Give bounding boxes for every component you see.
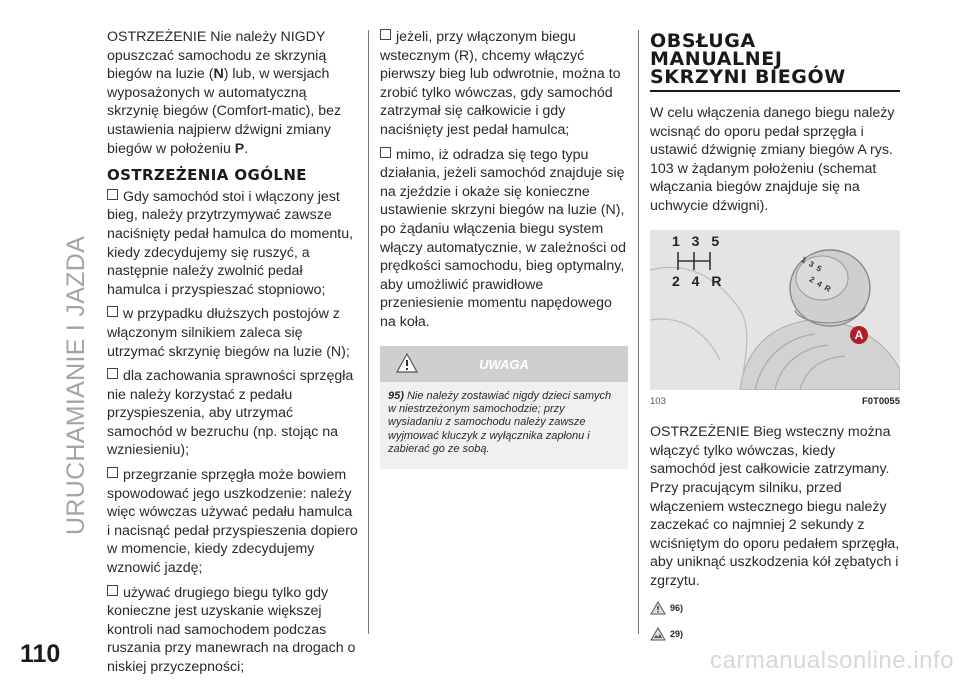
- note-reference: [650, 599, 900, 618]
- checkbox-square-icon: [107, 467, 118, 478]
- page-number: 110: [20, 640, 61, 668]
- bullet-item: [107, 466, 359, 578]
- footer-watermark-url[interactable]: carmanualsonline.info: [710, 647, 954, 674]
- bullet-item: [107, 188, 359, 300]
- gear-pattern-bottom-label: 2 4 R: [672, 272, 726, 289]
- gear-engagement-paragraph: W celu włączenia danego biegu należy wcisnąć do oporu pedał sprzęgła i ustawić dźwignię zmiany biegów A rys. 103 w żądanym położeniu (schemat włączania biegów znajduje się na uchwycie dźwigni).: [650, 105, 895, 214]
- section-heading-general-warnings: OSTRZEŻENIA OGÓLNE: [107, 166, 307, 185]
- reverse-gear-warning-paragraph: OSTRZEŻENIE Bieg wsteczny można włączyć tylko wówczas, kiedy samochód jest całkowicie zatrzymany. Przy pracującym silniku, przed włączeniem wstecznego biegu należy zaczekać co najmniej 2 sekundy z wciśniętym do oporu pedałem sprzęgła, aby uniknąć uszkodzenia kół zębatych i zgrzytu.: [650, 424, 900, 589]
- checkbox-square-icon: [107, 306, 118, 317]
- warning-box: [380, 346, 628, 469]
- figure-code: F0T0055: [861, 395, 900, 407]
- column-1: [107, 28, 359, 683]
- bullet-item: [107, 367, 359, 460]
- knob-pattern-top-label: 1 3 5: [799, 254, 824, 274]
- heading-line: OBSŁUGA: [650, 30, 756, 52]
- bullet-text: w przypadku dłuższych postojów z włączonym silnikiem zaleca się utrzymać skrzynię biegów na luzie (N);: [107, 306, 350, 360]
- bullet-item: [380, 28, 628, 140]
- bullet-text: przegrzanie sprzęgła może bowiem spowodować jego uszkodzenie: należy więc wówczas używać pedału hamulca i nacisnąć pedał przyspieszenia dopiero w momencie, kiedy zdecydujemy wznowić jazdę;: [107, 467, 358, 577]
- bullet-text: jeżeli, przy włączonym biegu wstecznym (R), chcemy włączyć pierwszy bieg lub odwrotnie, można to zrobić tylko wówczas, gdy samochód zatrzymał się całkowicie i gdy naciśnięty jest pedał hamulca;: [380, 29, 621, 138]
- figure-number: 103: [650, 395, 666, 407]
- figure-caption: [650, 393, 900, 412]
- warning-title: UWAGA: [479, 356, 529, 372]
- warning-triangle-icon: [650, 601, 666, 615]
- gear-n-label: N: [213, 66, 224, 83]
- neutral-warning-paragraph: [107, 28, 359, 158]
- column-divider: [368, 30, 369, 634]
- gear-lever-illustration: [650, 230, 900, 390]
- section-heading-manual-gearbox: [650, 32, 900, 92]
- warning-body: [380, 382, 628, 469]
- column-divider: [638, 30, 639, 634]
- bullet-item: [107, 584, 359, 677]
- bullet-text: Gdy samochód stoi i włączony jest bieg, należy przytrzymywać zawsze naciśnięty pedał hamulca do momentu, kiedy zdecydujemy się ruszyć, a następnie należy zwolnić pedał hamulca i przyspieszać stopniowo;: [107, 188, 354, 298]
- checkbox-square-icon: [107, 368, 118, 379]
- column-3: [650, 28, 900, 652]
- heading-line: MANUALNEJ: [650, 48, 783, 70]
- bullet-text: mimo, iż odradza się tego typu działania, jeżeli samochód znajduje się na zjeździe i okaże się konieczne ustawienie skrzyni biegów na luzie (N), po żądaniu włączenia biegu system włączy automatycznie, w zależności od prędkości samochodu, bieg optymalny, aby umożliwić prawidłowe przeniesienie momentu napędowego na koła.: [380, 146, 627, 330]
- gear-p-label: P: [234, 140, 245, 157]
- gear-pattern-top-label: 1 3 5: [672, 232, 724, 249]
- heading-line: SKRZYNI BIEGÓW: [650, 66, 846, 88]
- column-2: [380, 28, 628, 469]
- warning-number: 95): [388, 389, 404, 402]
- callout-marker-a: A: [850, 326, 868, 344]
- gearshift-figure: [650, 230, 900, 390]
- checkbox-square-icon: [380, 29, 391, 40]
- notes-references: [650, 599, 900, 644]
- warning-text: Nie należy zostawiać nigdy dzieci samych w niestrzeżonym samochodzie; przy wysiadaniu z samochodu należy zawsze wyjmować kluczyk z wyłącznika zapłonu i zabierać go ze sobą.: [388, 389, 612, 456]
- note-number: 96): [670, 602, 684, 613]
- bullet-text: dla zachowania sprawności sprzęgła nie należy korzystać z pedału przyspieszenia, aby utrzymać samochód w bezruchu (np. stojąc na wzniesieniu);: [107, 368, 354, 459]
- note-number: 29): [670, 629, 684, 640]
- text: ) lub, w wersjach wyposażonych w automatyczną skrzynię biegów (Comfort-matic), bez ustawienia najpierw dźwigni zmiany biegów w położeniu: [107, 66, 342, 157]
- chapter-side-title: URUCHAMIANIE I JAZDA: [62, 235, 90, 535]
- bullet-text: używać drugiego biegu tylko gdy konieczne jest uzyskanie większej kontroli nad samochodem podczas ruszania przy manewrach na drogach o niskiej przyczepności;: [107, 584, 356, 675]
- bullet-item: [380, 146, 628, 332]
- text: OSTRZEŻENIE Nie należy NIGDY opuszczać samochodu ze skrzynią biegów na luzie (: [107, 29, 327, 83]
- text: .: [244, 140, 249, 157]
- bullet-item: [107, 305, 359, 361]
- checkbox-square-icon: [380, 147, 391, 158]
- checkbox-square-icon: [107, 585, 118, 596]
- checkbox-square-icon: [107, 189, 118, 200]
- note-reference: [650, 625, 900, 644]
- warning-header: [380, 346, 628, 382]
- knob-pattern-bottom-label: 2 4 R: [807, 274, 834, 295]
- damage-caution-icon: [650, 627, 666, 641]
